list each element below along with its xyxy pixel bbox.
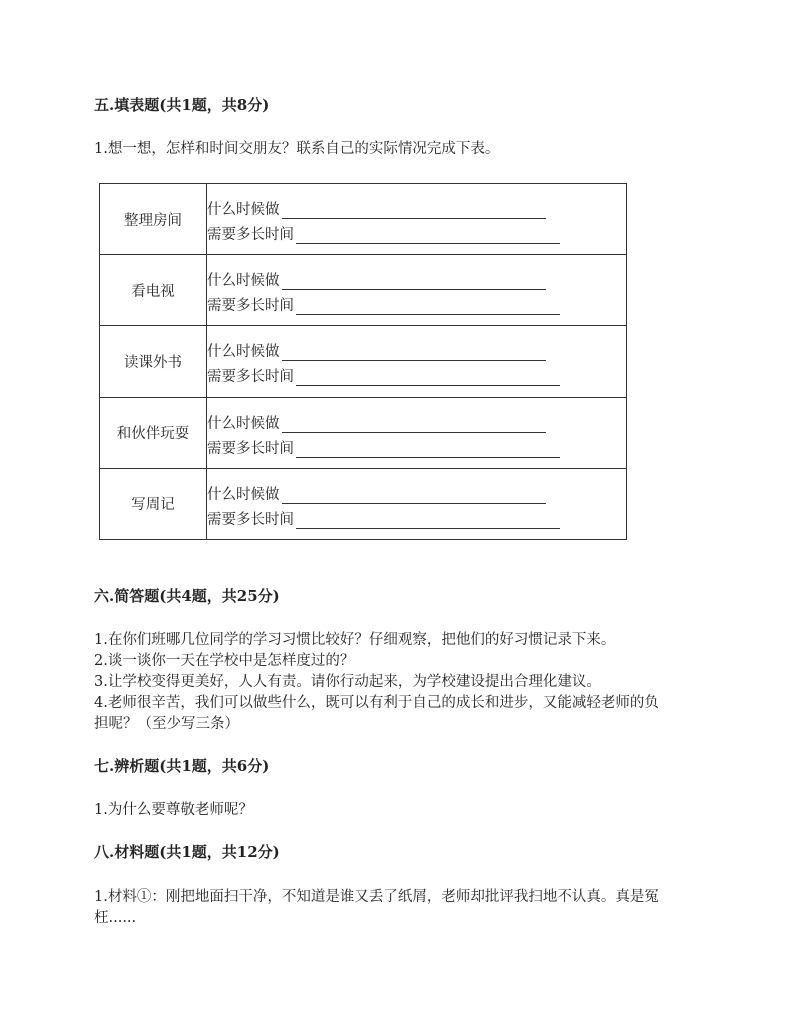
when-to-do-line (207, 479, 626, 504)
activity-cell (100, 326, 207, 397)
section-6-question-4: 4.老师很辛苦，我们可以做些什么，既可以有利于自己的成长和进步，又能减轻老师的负 (94, 695, 659, 711)
section-8-heading: 八.材料题(共1题，共12分) (94, 843, 280, 861)
time-needed-label: 需要多长时间 (207, 298, 294, 315)
answer-cell (207, 255, 627, 326)
table-row (100, 326, 627, 397)
when-to-do-blank[interactable] (282, 485, 546, 504)
section-8-material-line-1: 1.材料①：刚把地面扫干净，不知道是谁又丢了纸屑，老师却批评我扫地不认真。真是冤 (94, 889, 659, 905)
activity-label: 写周记 (131, 497, 175, 514)
table-row (100, 397, 627, 468)
when-to-do-label: 什么时候做 (207, 486, 280, 503)
when-to-do-label: 什么时候做 (207, 344, 280, 361)
time-needed-blank[interactable] (296, 439, 560, 458)
section-5-question: 1.想一想，怎样和时间交朋友？联系自己的实际情况完成下表。 (94, 141, 500, 157)
table-row (100, 468, 627, 539)
time-needed-blank[interactable] (296, 510, 560, 529)
answer-cell (207, 326, 627, 397)
section-6-question-1: 1.在你们班哪几位同学的学习习惯比较好？仔细观察，把他们的好习惯记录下来。 (94, 632, 616, 648)
answer-cell (207, 397, 627, 468)
section-6-question-2: 2.谈一谈你一天在学校中是怎样度过的？ (94, 653, 355, 669)
section-8-material-line-2: 枉...... (94, 910, 137, 926)
section-5-heading: 五.填表题(共1题，共8分) (94, 96, 270, 114)
section-6-question-3: 3.让学校变得更美好，人人有责。请你行动起来，为学校建设提出合理化建议。 (94, 674, 601, 690)
activity-cell (100, 184, 207, 255)
activity-label: 读课外书 (124, 354, 182, 371)
section-7-heading: 七.辨析题(共1题，共6分) (94, 757, 270, 775)
when-to-do-line (207, 194, 626, 219)
when-to-do-blank[interactable] (282, 200, 546, 219)
when-to-do-blank[interactable] (282, 342, 546, 361)
time-needed-label: 需要多长时间 (207, 440, 294, 457)
time-needed-label: 需要多长时间 (207, 369, 294, 386)
when-to-do-line (207, 336, 626, 361)
table-row (100, 255, 627, 326)
table-row (100, 184, 627, 255)
activity-label: 整理房间 (124, 212, 182, 229)
activity-label: 和伙伴玩耍 (116, 426, 190, 443)
section-6-question-4-cont: 担呢？（至少写三条） (94, 716, 239, 732)
time-needed-line (207, 219, 626, 244)
section-7-question: 1.为什么要尊敬老师呢？ (94, 802, 253, 818)
activity-cell (100, 468, 207, 539)
activity-label: 看电视 (131, 283, 175, 300)
time-needed-line (207, 433, 626, 458)
when-to-do-line (207, 408, 626, 433)
answer-cell (207, 468, 627, 539)
time-needed-label: 需要多长时间 (207, 511, 294, 528)
when-to-do-label: 什么时候做 (207, 202, 280, 219)
activity-cell (100, 397, 207, 468)
when-to-do-blank[interactable] (282, 414, 546, 433)
time-needed-blank[interactable] (296, 296, 560, 315)
activity-cell (100, 255, 207, 326)
when-to-do-line (207, 265, 626, 290)
when-to-do-blank[interactable] (282, 271, 546, 290)
time-needed-blank[interactable] (296, 367, 560, 386)
time-needed-line (207, 361, 626, 386)
time-needed-label: 需要多长时间 (207, 227, 294, 244)
time-needed-blank[interactable] (296, 225, 560, 244)
time-plan-table (99, 183, 627, 540)
time-needed-line (207, 290, 626, 315)
answer-cell (207, 184, 627, 255)
time-needed-line (207, 504, 626, 529)
when-to-do-label: 什么时候做 (207, 273, 280, 290)
section-6-heading: 六.简答题(共4题，共25分) (94, 587, 280, 605)
when-to-do-label: 什么时候做 (207, 415, 280, 432)
